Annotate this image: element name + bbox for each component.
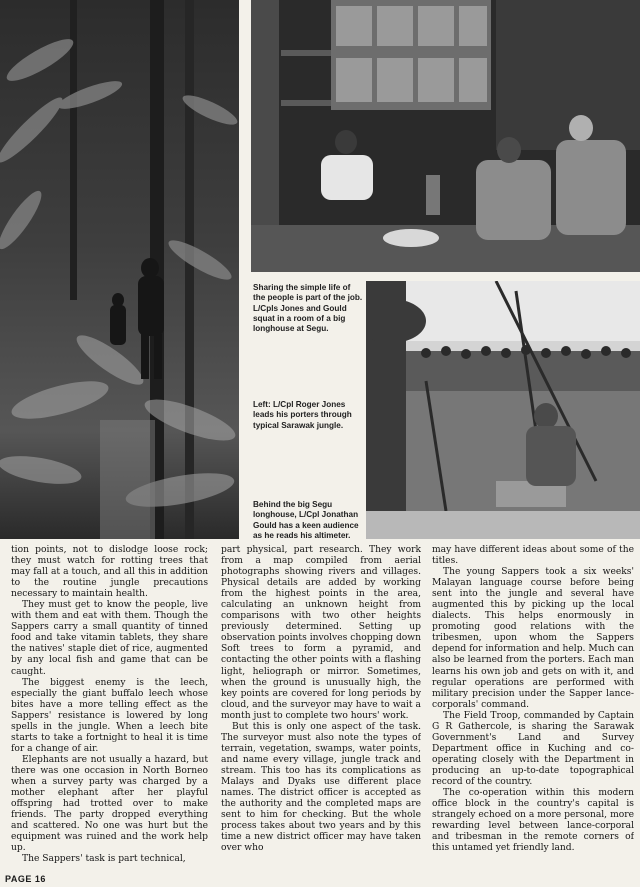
paragraph: may have different ideas about some of the titles. <box>432 545 634 567</box>
paragraph: The co-operation within this modern office block in the country's capital is strangely echoed on a more personal, more rewarding level between lance-corporal and tribesman in the remote corners of this untamed yet friendly land. <box>432 788 634 854</box>
article-column-2 <box>221 545 421 875</box>
paragraph: But this is only one aspect of the task. The surveyor must also note the types of terrain, vegetation, swamps, water points, and name every village, jungle track and stream. This too has its complications as Malays and Dyaks use different place names. The district officer is accepted as the authority and the completed maps are sent to him for checking. But the whole process takes about two years and by this time a new district officer may have taken over who <box>221 721 421 854</box>
jungle-photo <box>0 0 239 539</box>
article-column-1 <box>11 545 208 875</box>
altimeter-audience-photo <box>366 281 640 539</box>
paragraph: part physical, part research. They work from a map compiled from aerial photographs showing rivers and villages. Physical details are added by working from the highest points in the area, calculating an unknown height from comparisons with two other heights previously determined. Setting up observation points involves chopping down Soft trees to form a pyramid, and contacting the other points with a flashing light, heliograph or mirror. Sometimes, when the ground is unusually high, the key points are covered for long periods by cloud, and the surveyor may have to wait a month just to complete two hours' work. <box>221 545 421 721</box>
caption-jungle: Left: L/Cpl Roger Jones leads his porters through typical Sarawak jungle. <box>253 400 352 430</box>
paragraph: The Field Troop, commanded by Captain G R Gathercole, is sharing the Sarawak Government's Land and Survey Department office in Kuching and co-operating closely with the Department in producing an up-to-date topographical record of the country. <box>432 710 634 787</box>
caption-longhouse: Sharing the simple life of the people is part of the job. L/Cpls Jones and Gould squat in a room of a big longhouse at Segu. <box>253 283 363 334</box>
paragraph: Elephants are not usually a hazard, but there was one occasion in North Borneo when a survey party was charged by a mother elephant after her playful offspring had trotted over to make friends. The party dropped everything and scattered. No one was hurt but the equipment was ruined and the work help up. <box>11 754 208 854</box>
longhouse-interior-photo <box>251 0 640 272</box>
paragraph: The young Sappers took a six weeks' Malayan language course before being sent into the jungle and several have augmented this by picking up the local dialects. This helps enormously in promoting good relations with the tribesmen, upon whom the Sappers depend for information and help. Much can also be learned from the porters. Each man learns his own job and gets on with it, and regular operations are performed with military precision under the Sapper lance-corporals' command. <box>432 567 634 710</box>
paragraph: The biggest enemy is the leech, especially the giant buffalo leech whose bites have a more telling effect as the Sappers' resistance is lowered by long spells in the jungle. When a leech bite starts to take a fortnight to heal it is time for a change of air. <box>11 677 208 754</box>
article-column-3 <box>432 545 634 875</box>
caption-altimeter: Behind the big Segu longhouse, L/Cpl Jonathan Gould has a keen audience as he reads his altimeter. <box>253 500 359 540</box>
paragraph: tion points, not to dislodge loose rock; they must watch for rotting trees that may fall at a touch, and all this in addition to the routine jungle precautions necessary to maintain health. <box>11 545 208 600</box>
paragraph: The Sappers' task is part technical, <box>22 854 186 865</box>
paragraph: They must get to know the people, live with them and eat with them. Though the Sappers carry a small quantity of tinned food and take vitamin tablets, they share the natives' staple diet of rice, augmented by any local fish and game that can be caught. <box>11 600 208 677</box>
page-number: PAGE 16 <box>5 874 46 884</box>
